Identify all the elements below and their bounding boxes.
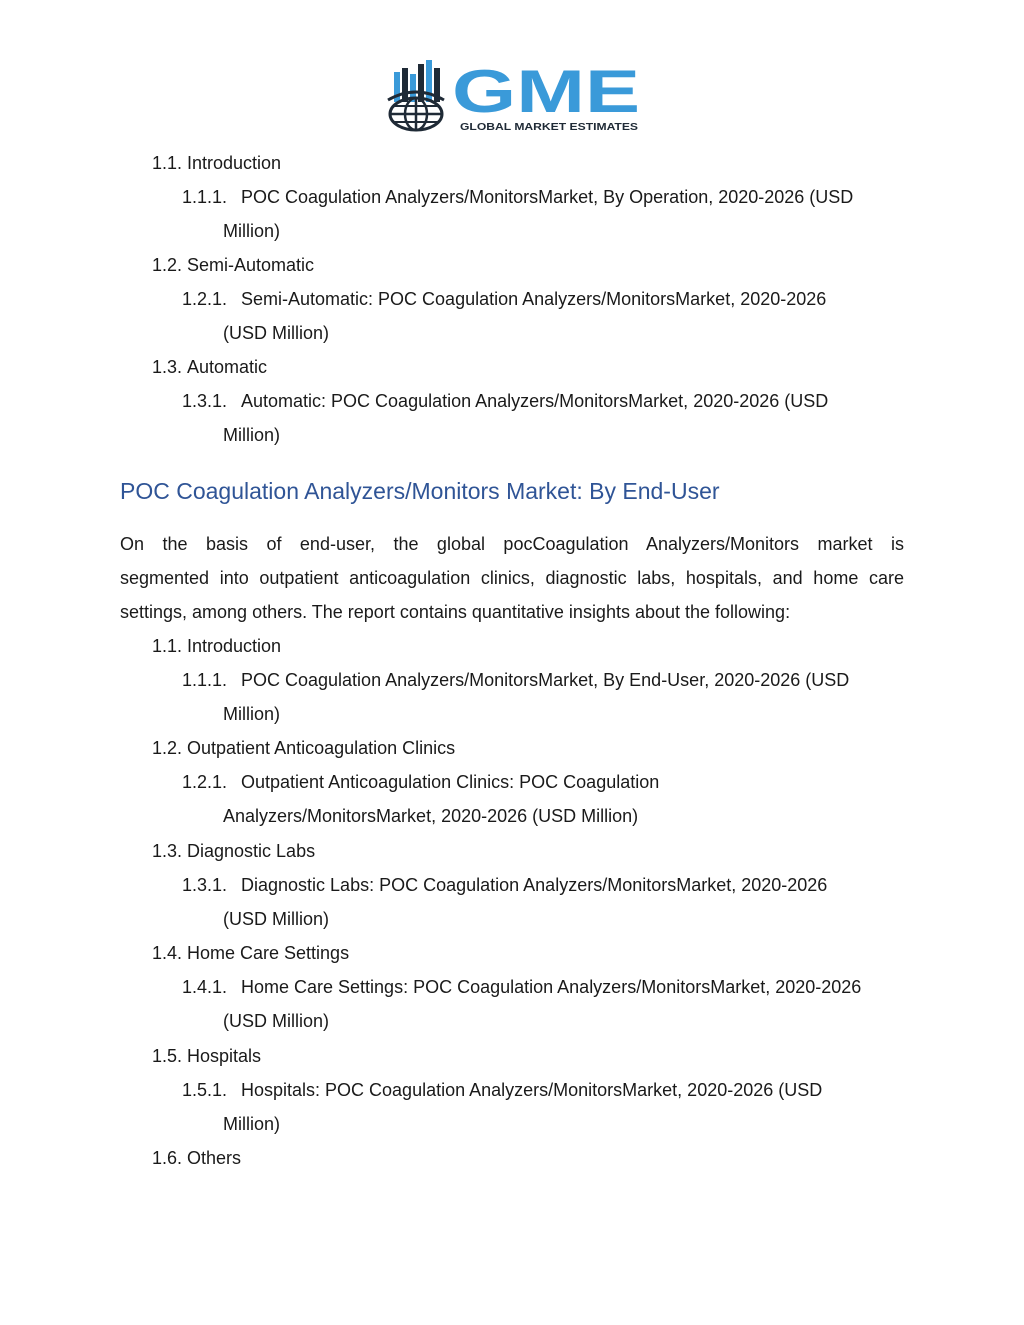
list-item: 1.2.1. Semi-Automatic: POC Coagulation Analyzers/MonitorsMarket, 2020-2026 (182, 289, 827, 309)
list-item-continuation: (USD Million) (223, 323, 330, 343)
list-item-continuation: Million) (223, 221, 281, 241)
list-item-continuation: Million) (223, 425, 281, 445)
list-item-continuation: Analyzers/MonitorsMarket, 2020-2026 (USD Million) (223, 806, 639, 826)
paragraph-line: On the basis of end-user, the global pocCoagulation Analyzers/Monitors market is (120, 534, 904, 554)
list-item: 1.3. Automatic (152, 357, 268, 377)
list-item: 1.3.1. Diagnostic Labs: POC Coagulation Analyzers/MonitorsMarket, 2020-2026 (182, 875, 828, 895)
paragraph-line: segmented into outpatient anticoagulation clinics, diagnostic labs, hospitals, and home care (120, 568, 904, 588)
globe-bars-icon (386, 58, 642, 134)
list-item: 1.2. Semi-Automatic (152, 255, 315, 275)
list-item: 1.6. Others (152, 1148, 242, 1168)
list-item: 1.2. Outpatient Anticoagulation Clinics (152, 738, 456, 758)
list-item: 1.1.1. POC Coagulation Analyzers/MonitorsMarket, By End-User, 2020-2026 (USD (182, 670, 850, 690)
list-item: 1.1.1. POC Coagulation Analyzers/MonitorsMarket, By Operation, 2020-2026 (USD (182, 187, 854, 207)
list-item-continuation: Million) (223, 704, 281, 724)
list-item: 1.1. Introduction (152, 636, 282, 656)
list-item: 1.4.1. Home Care Settings: POC Coagulation Analyzers/MonitorsMarket, 2020-2026 (182, 977, 862, 997)
logo-tagline: GLOBAL MARKET ESTIMATES (460, 122, 639, 133)
list-item: 1.2.1. Outpatient Anticoagulation Clinics: POC Coagulation (182, 772, 660, 792)
list-item-continuation: (USD Million) (223, 909, 330, 929)
gme-logo (386, 58, 642, 134)
list-item: 1.3.1. Automatic: POC Coagulation Analyzers/MonitorsMarket, 2020-2026 (USD (182, 391, 829, 411)
logo-wordmark: GME (452, 58, 640, 125)
list-item: 1.1. Introduction (152, 153, 282, 173)
list-item-continuation: Million) (223, 1114, 281, 1134)
list-item: 1.4. Home Care Settings (152, 943, 350, 963)
list-item: 1.5. Hospitals (152, 1046, 262, 1066)
list-item-continuation: (USD Million) (223, 1011, 330, 1031)
list-item: 1.3. Diagnostic Labs (152, 841, 316, 861)
section-heading: POC Coagulation Analyzers/Monitors Market: By End-User (120, 478, 720, 504)
list-item: 1.5.1. Hospitals: POC Coagulation Analyzers/MonitorsMarket, 2020-2026 (USD (182, 1080, 823, 1100)
paragraph-line: settings, among others. The report contains quantitative insights about the following: (120, 602, 791, 622)
